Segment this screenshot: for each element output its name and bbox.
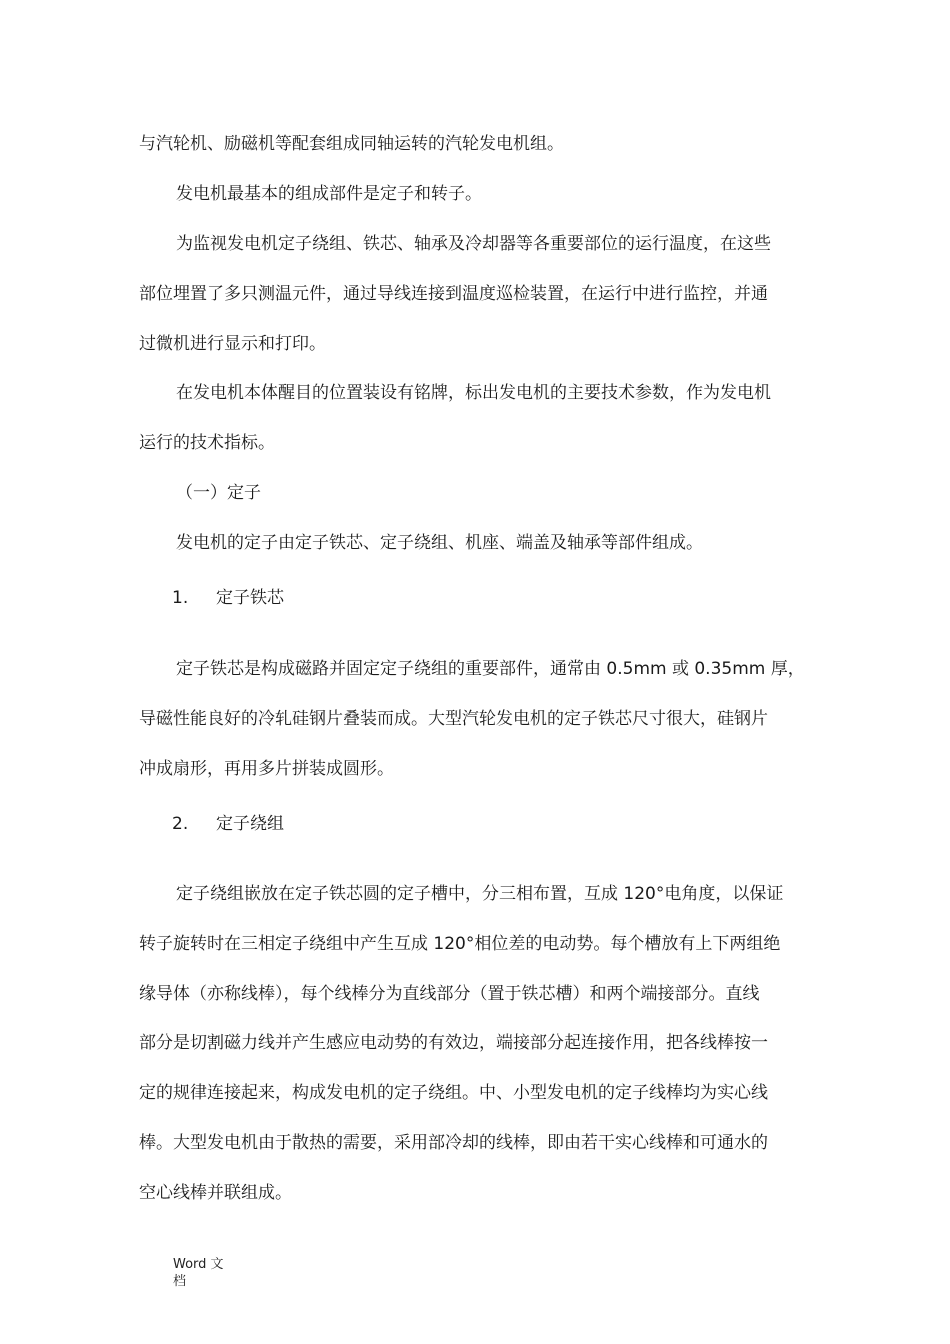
paragraph-main-components: 发电机最基本的组成部件是定子和转子。 [176,184,482,204]
paragraph-winding-line-2: 转子旋转时在三相定子绕组中产生互成 120°相位差的电动势。每个槽放有上下两组绝 [139,934,781,954]
paragraph-nameplate-line-2: 运行的技术指标。 [139,433,275,453]
paragraph-winding-line-7: 空心线棒并联组成。 [139,1183,292,1203]
paragraph-monitoring-line-2: 部位埋置了多只测温元件，通过导线连接到温度巡检装置，在运行中进行监控，并通 [139,284,768,304]
paragraph-winding-line-6: 棒。大型发电机由于散热的需要，采用部冷却的线棒，即由若干实心线棒和可通水的 [139,1133,768,1153]
paragraph-core-line-3: 冲成扇形，再用多片拼装成圆形。 [139,759,394,779]
footer-line-2: 档 [173,1274,187,1289]
paragraph-intro-continuation: 与汽轮机、励磁机等配套组成同轴运转的汽轮发电机组。 [139,134,564,154]
paragraph-winding-line-5: 定的规律连接起来，构成发电机的定子绕组。中、小型发电机的定子线棒均为实心线 [139,1083,768,1103]
page-footer [173,1256,224,1290]
paragraph-winding-line-1: 定子绕组嵌放在定子铁芯圆的定子槽中，分三相布置，互成 120°电角度，以保证 [176,884,784,904]
list-item-1-number: 1. [172,588,189,608]
section-heading-stator: （一）定子 [176,483,261,503]
list-item-2-number: 2. [172,814,189,834]
paragraph-core-line-1: 定子铁芯是构成磁路并固定定子绕组的重要部件，通常由 0.5mm 或 0.35mm 厚， [176,659,805,679]
paragraph-stator-parts: 发电机的定子由定子铁芯、定子绕组、机座、端盖及轴承等部件组成。 [176,533,703,553]
list-item-1-title: 定子铁芯 [216,588,284,608]
paragraph-winding-line-4: 部分是切割磁力线并产生感应电动势的有效边，端接部分起连接作用，把各线棒按一 [139,1033,768,1053]
paragraph-monitoring-line-3: 过微机进行显示和打印。 [139,334,326,354]
footer-line-1: Word 文 [173,1257,224,1272]
paragraph-winding-line-3: 缘导体（亦称线棒），每个线棒分为直线部分（置于铁芯槽）和两个端接部分。直线 [139,984,760,1004]
list-item-2-title: 定子绕组 [216,814,284,834]
paragraph-monitoring-line-1: 为监视发电机定子绕组、铁芯、轴承及冷却器等各重要部位的运行温度，在这些 [176,234,771,254]
paragraph-nameplate-line-1: 在发电机本体醒目的位置装设有铭牌，标出发电机的主要技术参数，作为发电机 [176,383,771,403]
paragraph-core-line-2: 导磁性能良好的冷轧硅钢片叠装而成。大型汽轮发电机的定子铁芯尺寸很大，硅钢片 [139,709,768,729]
